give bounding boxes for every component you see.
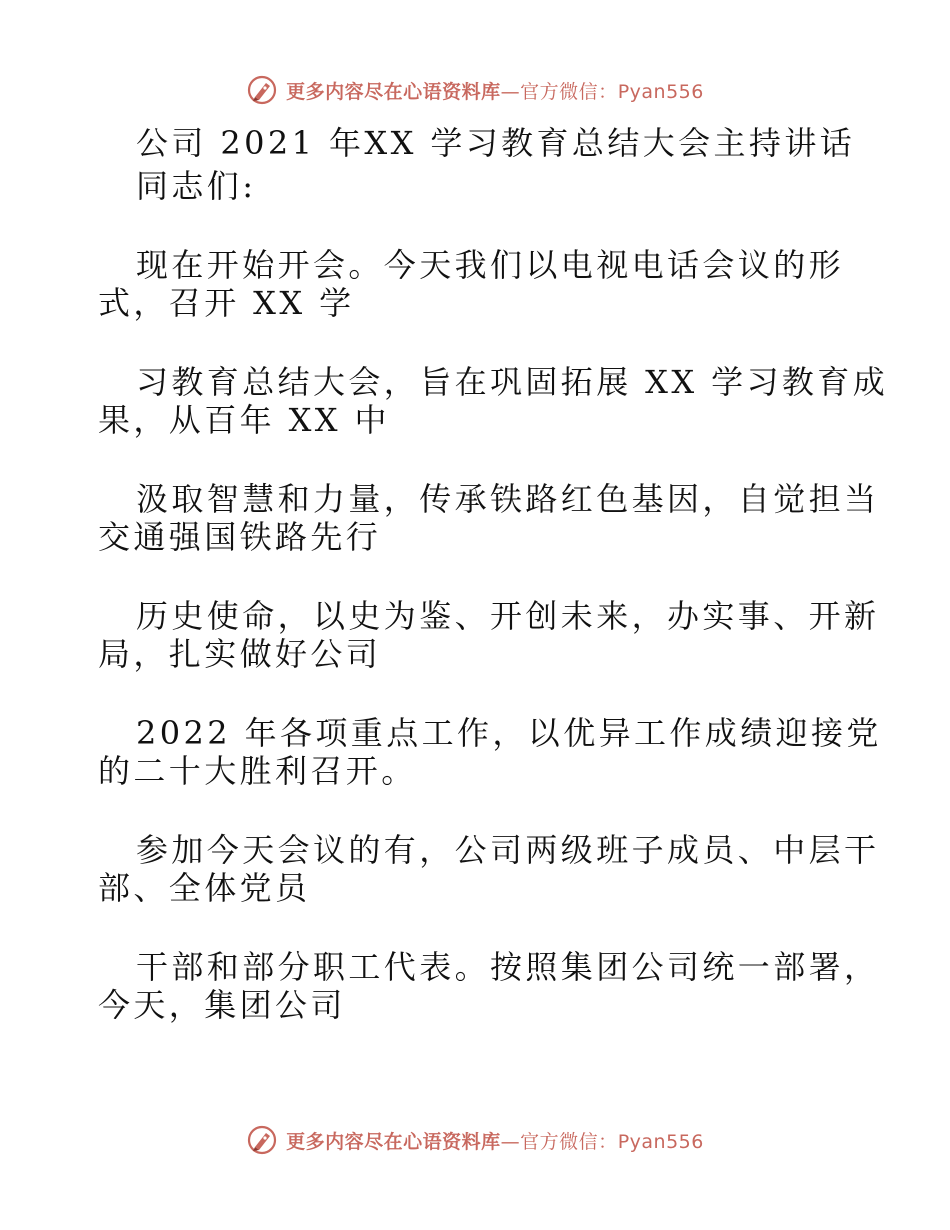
paragraph-line: 部、全体党员 [98,869,311,907]
paragraph [98,246,858,322]
paragraph [98,480,880,556]
watermark-text [286,77,704,104]
paragraph-line: 干部和部分职工代表。按照集团公司统一部署， [136,948,880,986]
pen-nib-logo-icon [246,1124,278,1156]
paragraph-line: 参加今天会议的有，公司两级班子成员、中层干 [136,831,880,869]
watermark-dash: — [500,1130,521,1153]
pen-nib-logo-icon [246,74,278,106]
paragraph [98,831,880,907]
paragraph [98,948,880,1024]
watermark-wechat-id: Pyan556 [617,80,704,103]
watermark-wechat-label: 官方微信： [520,1130,618,1153]
paragraph-line: 式，召开 XX 学 [98,284,355,322]
watermark-wechat-id: Pyan556 [617,1130,704,1153]
salutation: 同志们: [136,167,257,205]
paragraph-line: 的二十大胜利召开。 [98,752,417,790]
paragraph [98,363,889,439]
header-watermark [0,70,950,110]
paragraph [98,597,880,673]
paragraph-line: 交通强国铁路先行 [98,518,382,556]
paragraph [98,714,882,790]
watermark-text [286,1127,704,1154]
document-body [98,124,889,1065]
document-title: 公司 2021 年XX 学习教育总结大会主持讲话 [136,124,856,162]
paragraph-line: 习教育总结大会，旨在巩固拓展 XX 学习教育成 [136,363,889,401]
paragraph-line: 果，从百年 XX 中 [98,401,390,439]
footer-watermark [0,1120,950,1160]
paragraph-line: 现在开始开会。今天我们以电视电话会议的形 [136,246,845,284]
watermark-site-text: 更多内容尽在心语资料库 [286,1130,501,1153]
paragraph-line: 汲取智慧和力量，传承铁路红色基因，自觉担当 [136,480,880,518]
watermark-dash: — [500,80,521,103]
paragraph-line: 今天，集团公司 [98,986,346,1024]
watermark-wechat-label: 官方微信： [520,80,618,103]
watermark-site-text: 更多内容尽在心语资料库 [286,80,501,103]
paragraph-line: 2022 年各项重点工作，以优异工作成绩迎接党 [136,714,882,752]
paragraph-line: 历史使命，以史为鉴、开创未来，办实事、开新 [136,597,880,635]
paragraph-line: 局，扎实做好公司 [98,635,382,673]
